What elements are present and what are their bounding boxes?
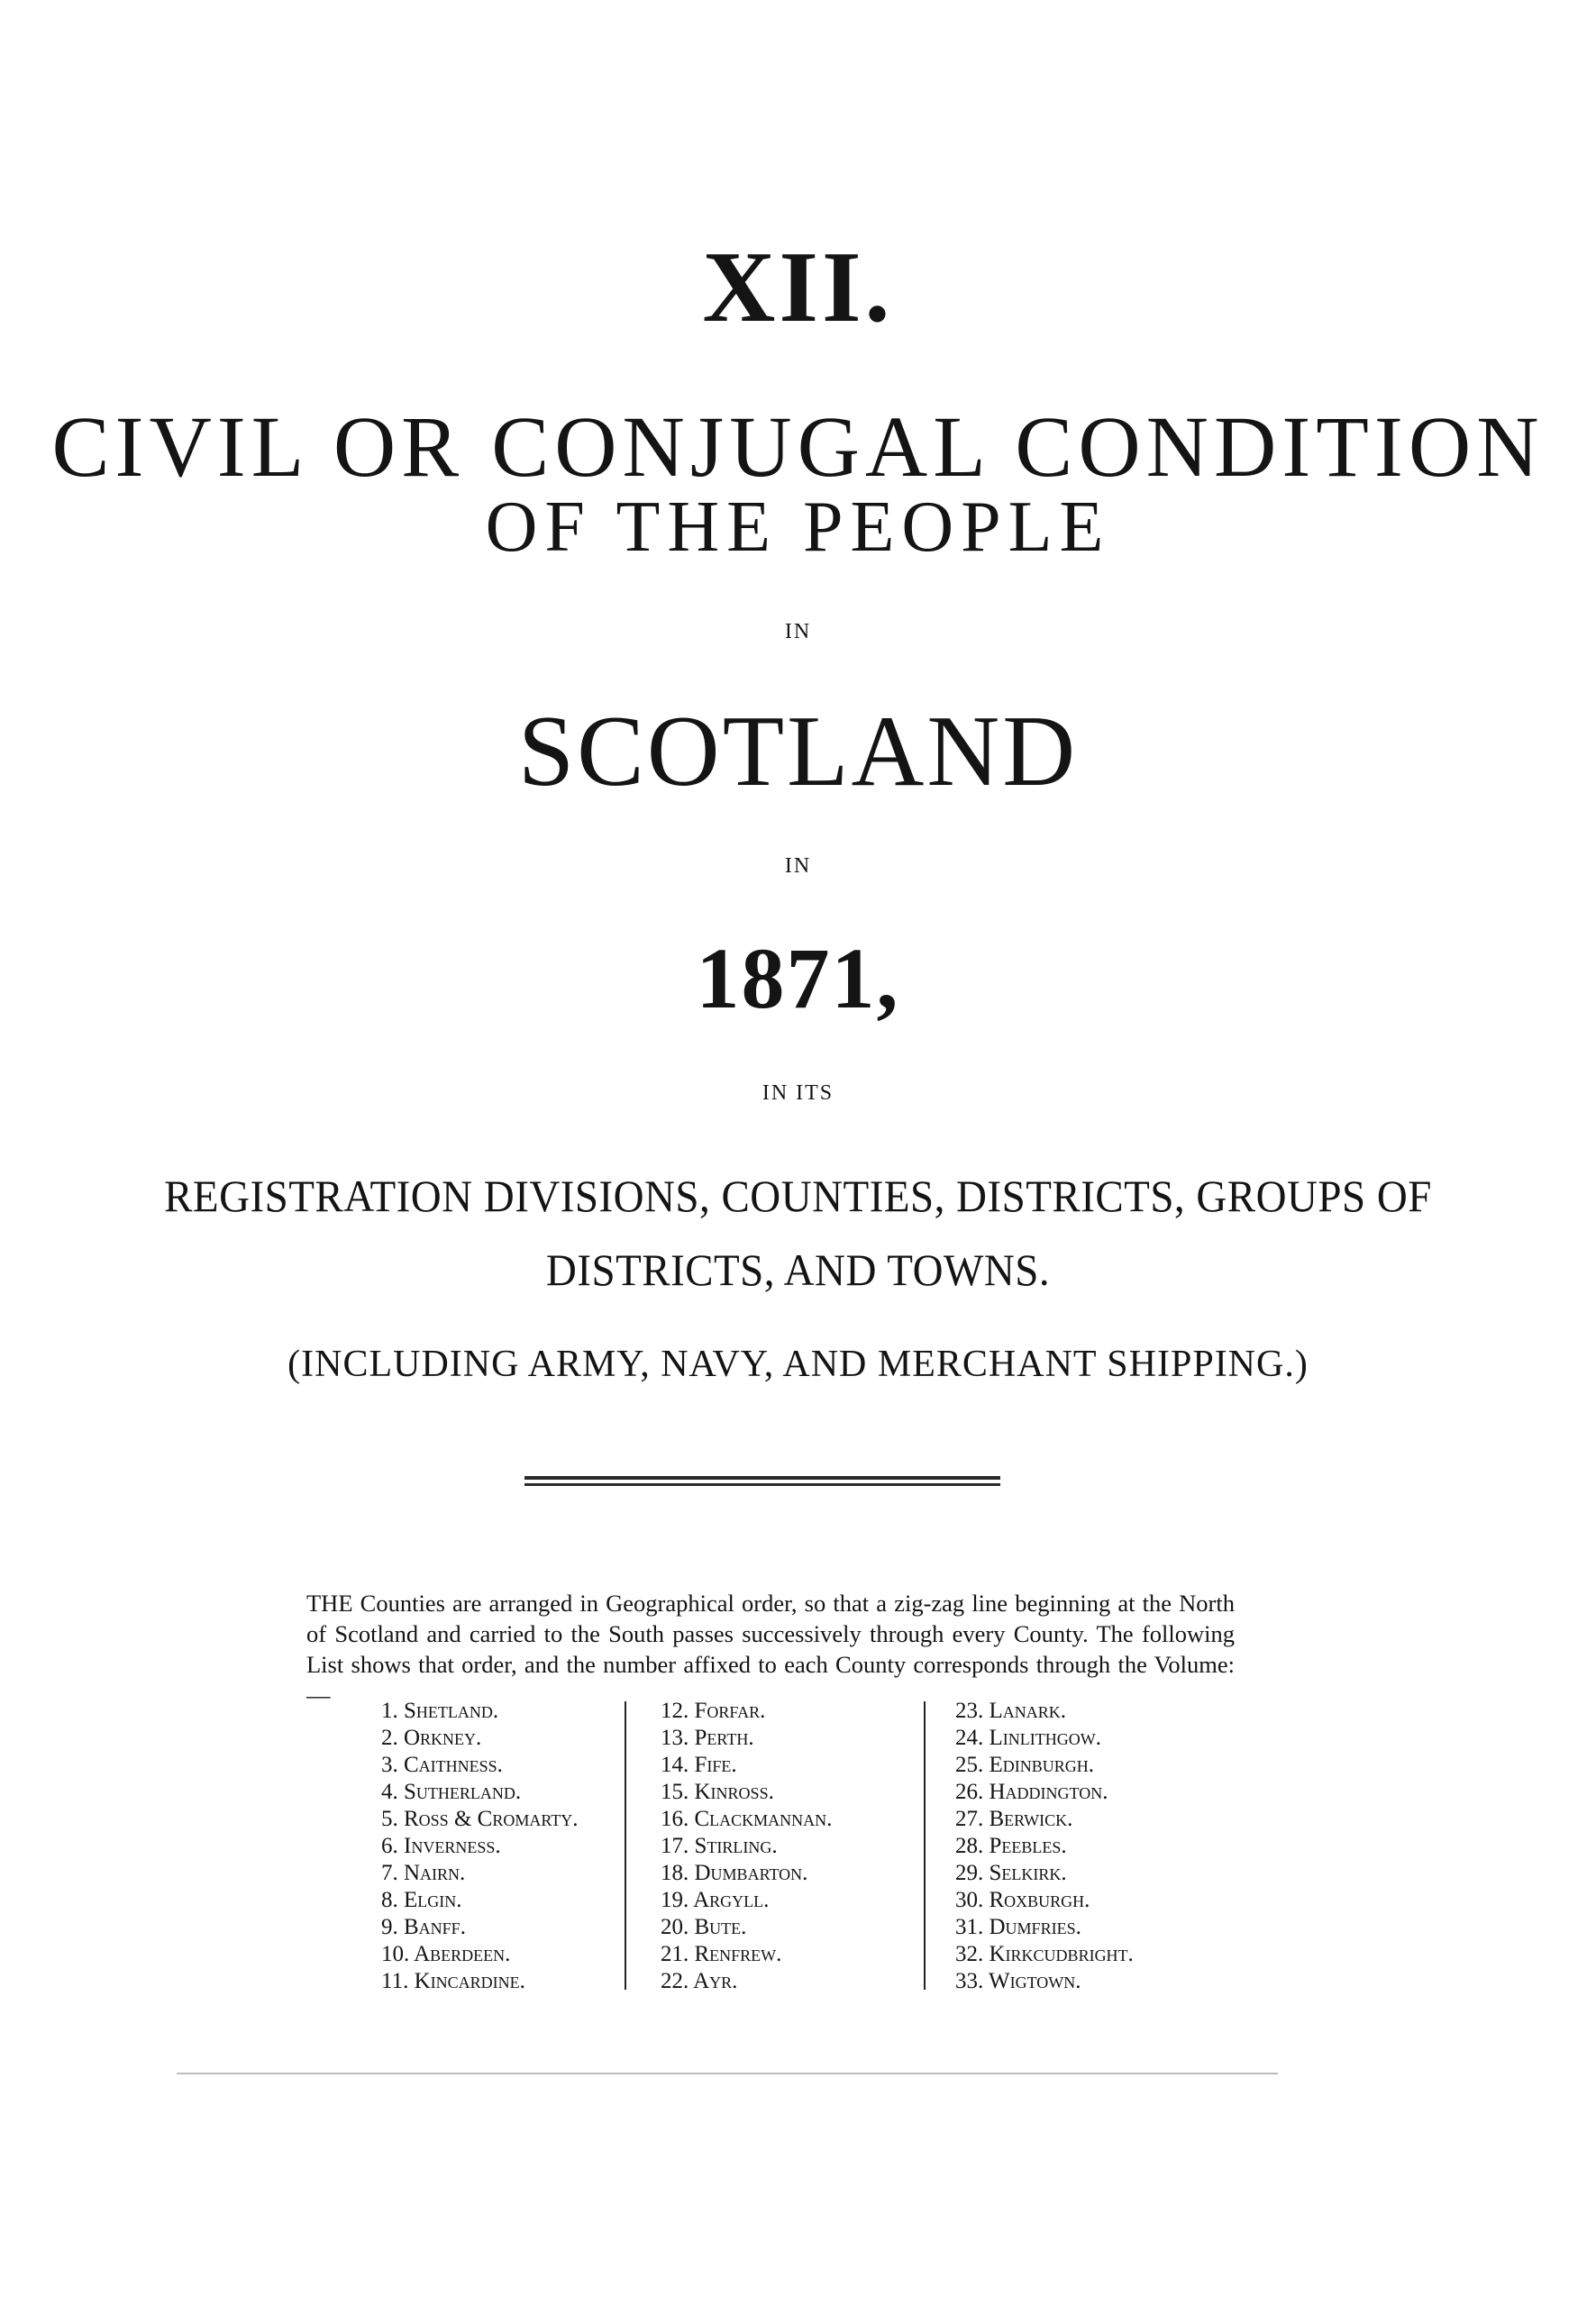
double-rule-bottom bbox=[524, 1483, 1000, 1486]
section-number: XII. bbox=[702, 232, 894, 343]
county-item: 22. Ayr. bbox=[661, 1969, 738, 1993]
county-item: 1. Shetland. bbox=[381, 1699, 499, 1723]
county-item: 32. Kirkcudbright. bbox=[955, 1942, 1134, 1966]
county-list bbox=[0, 1698, 1596, 1995]
connector-in-its: IN ITS bbox=[762, 1081, 834, 1105]
county-item: 2. Orkney. bbox=[381, 1726, 482, 1750]
bottom-rule bbox=[177, 2073, 1278, 2074]
county-item: 30. Roxburgh. bbox=[955, 1888, 1090, 1912]
county-item: 31. Dumfries. bbox=[955, 1915, 1081, 1939]
county-item: 16. Clackmannan. bbox=[661, 1807, 833, 1831]
explanatory-note: THE Counties are arranged in Geographical order, so that a zig-zag line beginning at the North of Scotland and carried to the South passes successively through every County. The following List shows that order, and the number affixed to each County corresponds through the Volume:— bbox=[306, 1589, 1235, 1709]
column-divider bbox=[625, 1701, 626, 1990]
county-item: 26. Haddington. bbox=[955, 1780, 1108, 1804]
county-item: 7. Nairn. bbox=[381, 1861, 466, 1885]
county-item: 18. Dumbarton. bbox=[661, 1861, 808, 1885]
county-item: 28. Peebles. bbox=[955, 1834, 1067, 1858]
county-item: 23. Lanark. bbox=[955, 1699, 1067, 1723]
subtitle-line-1: REGISTRATION DIVISIONS, COUNTIES, DISTRICTS, GROUPS OF bbox=[164, 1171, 1432, 1221]
county-item: 29. Selkirk. bbox=[955, 1861, 1067, 1885]
county-item: 24. Linlithgow. bbox=[955, 1726, 1101, 1750]
title-line-1: CIVIL OR CONJUGAL CONDITION bbox=[51, 398, 1545, 495]
column-divider bbox=[924, 1701, 926, 1990]
title-line-2: OF THE PEOPLE bbox=[485, 488, 1111, 567]
county-item: 13. Perth. bbox=[661, 1726, 754, 1750]
county-column-2 bbox=[661, 1698, 832, 1995]
county-item: 12. Forfar. bbox=[661, 1699, 766, 1723]
county-item: 15. Kinross. bbox=[661, 1780, 774, 1804]
county-item: 3. Caithness. bbox=[381, 1753, 503, 1777]
county-item: 33. Wigtown. bbox=[955, 1969, 1081, 1993]
county-item: 20. Bute. bbox=[661, 1915, 747, 1939]
county-item: 27. Berwick. bbox=[955, 1807, 1073, 1831]
county-item: 6. Inverness. bbox=[381, 1834, 501, 1858]
including-note: (INCLUDING ARMY, NAVY, AND MERCHANT SHIPPING.) bbox=[287, 1344, 1309, 1385]
county-item: 8. Elgin. bbox=[381, 1888, 462, 1912]
county-column-3 bbox=[955, 1698, 1134, 1995]
county-column-1 bbox=[381, 1698, 579, 1995]
subtitle-line-2: DISTRICTS, AND TOWNS. bbox=[545, 1244, 1051, 1295]
county-item: 19. Argyll. bbox=[661, 1888, 770, 1912]
county-item: 11. Kincardine. bbox=[381, 1969, 525, 1993]
country-name: SCOTLAND bbox=[517, 696, 1079, 807]
county-item: 9. Banff. bbox=[381, 1915, 466, 1939]
county-item: 10. Aberdeen. bbox=[381, 1942, 511, 1966]
county-item: 5. Ross & Cromarty. bbox=[381, 1807, 579, 1831]
connector-in-1: IN bbox=[784, 620, 812, 643]
county-item: 21. Renfrew. bbox=[661, 1942, 782, 1966]
census-year: 1871, bbox=[696, 930, 900, 1026]
connector-in-2: IN bbox=[784, 854, 812, 878]
double-rule-top bbox=[524, 1476, 1000, 1480]
county-item: 17. Stirling. bbox=[661, 1834, 778, 1858]
county-item: 4. Sutherland. bbox=[381, 1780, 522, 1804]
county-item: 25. Edinburgh. bbox=[955, 1753, 1095, 1777]
county-item: 14. Fife. bbox=[661, 1753, 737, 1777]
